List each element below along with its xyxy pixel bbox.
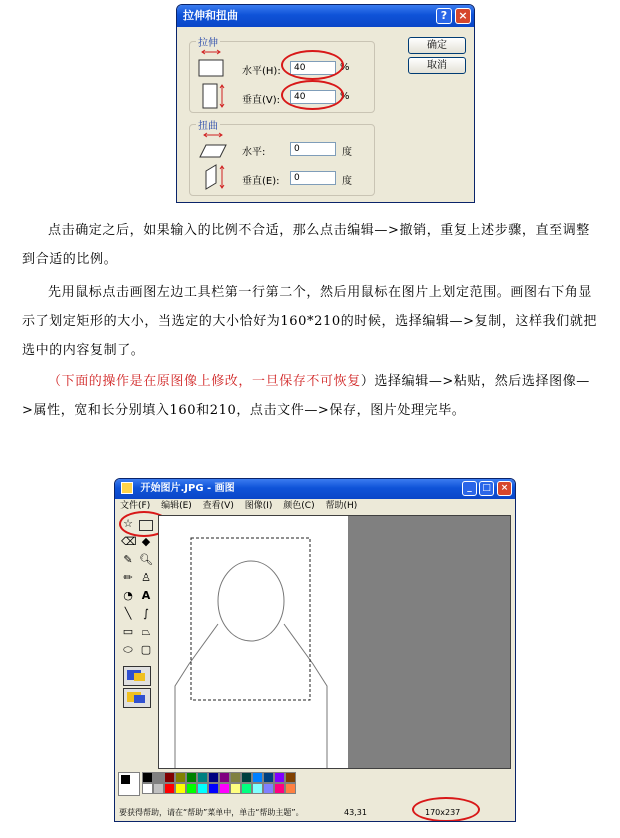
skew-h-unit: 度 <box>342 147 352 158</box>
menu-bar <box>115 499 515 513</box>
text-tool-icon[interactable]: A <box>141 589 151 602</box>
color-swatch[interactable] <box>208 783 219 794</box>
stretch-h-unit: % <box>340 62 350 73</box>
color-swatch[interactable] <box>285 783 296 794</box>
color-swatch[interactable] <box>219 772 230 783</box>
maximize-button[interactable]: □ <box>479 481 494 496</box>
skew-group-label: 扭曲 <box>196 117 220 132</box>
dialog-titlebar <box>177 5 474 27</box>
minimize-button[interactable]: _ <box>462 481 477 496</box>
horizontal-skew-icon <box>198 131 228 159</box>
paint-app-icon <box>121 482 133 494</box>
color-swatch[interactable] <box>175 783 186 794</box>
airbrush-icon[interactable]: ◔ <box>123 589 133 602</box>
free-select-icon[interactable]: ☆ <box>123 517 133 530</box>
color-swatch[interactable] <box>142 783 153 794</box>
paint-titlebar <box>115 479 515 499</box>
stretch-h-label: 水平(H): <box>242 66 281 77</box>
close-window-button[interactable]: × <box>497 481 512 496</box>
color-swatch[interactable] <box>285 772 296 783</box>
stretch-skew-dialog <box>176 4 475 203</box>
skew-h-label: 水平: <box>242 147 266 158</box>
color-swatch[interactable] <box>186 783 197 794</box>
pencil-icon[interactable]: ✏︎ <box>123 571 133 584</box>
cancel-button[interactable]: 取消 <box>408 57 466 74</box>
current-colors[interactable] <box>118 772 140 796</box>
magnifier-icon[interactable]: 🔍︎ <box>139 553 153 566</box>
line-icon[interactable]: ╲ <box>124 607 132 620</box>
pick-color-icon[interactable]: ✎ <box>123 553 133 566</box>
image-canvas[interactable] <box>159 516 348 768</box>
stretch-h-input[interactable]: 40 <box>290 61 336 75</box>
polygon-icon[interactable]: ⏢ <box>141 625 151 638</box>
color-swatch[interactable] <box>263 772 274 783</box>
close-button[interactable]: × <box>455 8 471 24</box>
paragraph-3-open: （ <box>48 374 62 389</box>
skew-h-input[interactable]: 0 <box>290 142 336 156</box>
skew-v-input[interactable]: 0 <box>290 171 336 185</box>
highlight-circle <box>412 797 480 822</box>
color-swatch[interactable] <box>175 772 186 783</box>
status-cursor-position: 43,31 <box>344 808 367 817</box>
color-swatch[interactable] <box>252 772 263 783</box>
status-help-text: 要获得帮助，请在“帮助”菜单中，单击“帮助主题”。 <box>119 808 304 817</box>
color-swatch[interactable] <box>186 772 197 783</box>
rounded-rect-icon[interactable]: ▢ <box>140 643 152 656</box>
brush-icon[interactable]: ♙ <box>141 571 151 584</box>
stretch-group-label: 拉伸 <box>196 34 220 49</box>
color-swatch[interactable] <box>241 772 252 783</box>
color-swatch[interactable] <box>197 772 208 783</box>
horizontal-stretch-icon <box>198 48 224 78</box>
color-swatch[interactable] <box>263 783 274 794</box>
skew-group <box>189 121 375 196</box>
ok-button[interactable]: 确定 <box>408 37 466 54</box>
color-swatch[interactable] <box>274 772 285 783</box>
menu-view[interactable]: 查看(V) <box>202 501 234 511</box>
color-swatch[interactable] <box>219 783 230 794</box>
status-selection-size: 170x237 <box>425 808 461 817</box>
color-swatch[interactable] <box>230 772 241 783</box>
paragraph-1: 点击确定之后，如果输入的比例不合适，那么点击编辑—>撤销，重复上述步骤，直至调整到合适的比例。 <box>22 223 590 267</box>
help-button[interactable]: ? <box>436 8 452 24</box>
highlight-circle <box>281 50 344 80</box>
color-swatch[interactable] <box>274 783 285 794</box>
paragraph-3-rest: ）选择编辑—>粘贴，然后选择图像—>属性，宽和长分别填入160和210，点击文件—>保存，图片处理完毕。 <box>22 374 590 418</box>
vertical-stretch-icon <box>200 82 226 112</box>
menu-colors[interactable]: 颜色(C) <box>283 501 315 511</box>
rectangle-icon[interactable]: ▭ <box>122 625 134 638</box>
color-swatch[interactable] <box>230 783 241 794</box>
color-swatch[interactable] <box>164 772 175 783</box>
fill-icon[interactable]: ◆ <box>141 535 151 548</box>
stretch-v-input[interactable]: 40 <box>290 90 336 104</box>
stretch-group <box>189 38 375 113</box>
curve-icon[interactable]: ∫ <box>143 607 149 620</box>
ellipse-icon[interactable]: ⬭ <box>123 643 133 656</box>
paint-window <box>114 478 516 822</box>
paragraph-2: 先用鼠标点击画图左边工具栏第一行第二个，然后用鼠标在图片上划定范围。画图右下角显示了划定矩形的大小，当选定的大小恰好为160*210的时候，选择编辑—>复制，这样我们就把选中的内容复制了。 <box>22 285 598 358</box>
opaque-option-icon[interactable] <box>123 666 151 686</box>
skew-v-unit: 度 <box>342 176 352 187</box>
color-swatch[interactable] <box>153 783 164 794</box>
skew-v-label: 垂直(E): <box>242 176 280 187</box>
stretch-v-unit: % <box>340 91 350 102</box>
toolbox <box>117 515 157 765</box>
transparent-option-icon[interactable] <box>123 688 151 708</box>
color-swatch[interactable] <box>241 783 252 794</box>
menu-file[interactable]: 文件(F) <box>120 501 151 511</box>
color-swatch[interactable] <box>153 772 164 783</box>
color-swatch[interactable] <box>252 783 263 794</box>
dialog-title: 拉伸和扭曲 <box>183 9 238 22</box>
menu-edit[interactable]: 编辑(E) <box>161 501 192 511</box>
color-swatch[interactable] <box>197 783 208 794</box>
color-swatch[interactable] <box>208 772 219 783</box>
canvas-area[interactable] <box>158 515 511 769</box>
stretch-v-label: 垂直(V): <box>242 95 281 106</box>
paragraph-3-warning: 下面的操作是在原图像上修改，一旦保存不可恢复 <box>61 374 361 389</box>
eraser-icon[interactable]: ⌫ <box>121 535 137 548</box>
color-swatch[interactable] <box>142 772 153 783</box>
menu-help[interactable]: 帮助(H) <box>325 501 358 511</box>
paragraph-3 <box>22 367 600 425</box>
paint-title: 开始图片.JPG - 画图 <box>140 483 235 494</box>
vertical-skew-icon <box>200 163 226 193</box>
highlight-circle <box>281 80 344 110</box>
menu-image[interactable]: 图像(I) <box>244 501 273 511</box>
color-swatch[interactable] <box>164 783 175 794</box>
